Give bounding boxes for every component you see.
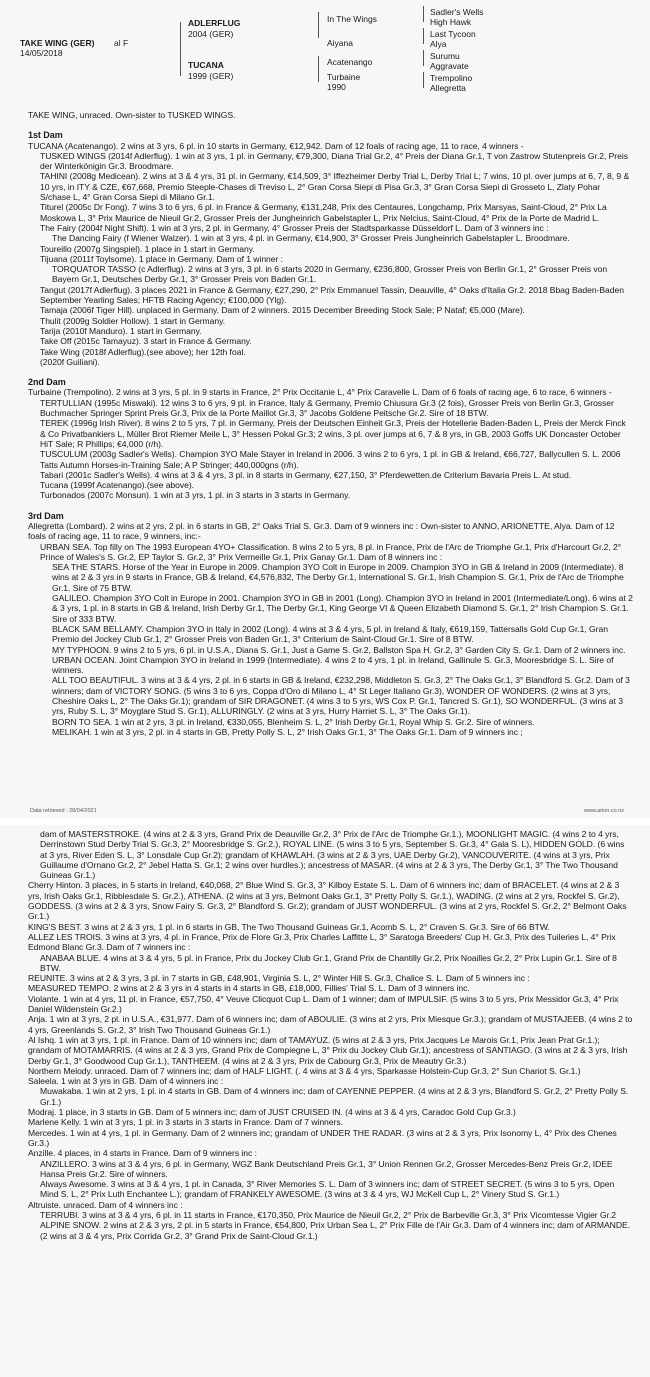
sire-sire-sire: Sadler's Wells xyxy=(430,7,484,17)
record-entry: ALLEZ LES TROIS. 3 wins at 3 yrs, 4 pl. in France, Prix de Flore Gr.3, Prix Charles Laffitte L, 3° Saratoga Breeders' Cup H. Gr.3, Prix des Tuileries L, 4° Prix Edmond Blanc Gr.3. Dam of 7 winners inc : xyxy=(28,931,616,953)
record-entry: Tarija (2010f Manduro). 1 start in Germany. xyxy=(40,325,202,336)
record-entry: Turbaine (Trempolino). 2 wins at 3 yrs, 5 pl. in 9 starts in France, 2° Prix Occitanie L, 4° Prix Caravelle L. Dam of 6 foals of racing age, 6 to race, 6 winners - xyxy=(28,387,612,398)
record-entry: Northern Melody. unraced. Dam of 7 winners inc; dam of HALF LIGHT. (. 4 wins at 3 & 4 yrs, Sparkasse Holstein-Cup Gr.3, 2° Sun Chariot S. Gr.1.) xyxy=(28,1065,581,1076)
record-entry: Mercedes. 1 win at 4 yrs, 1 pl. in Germany. Dam of 2 winners inc; grandam of UNDER THE RADAR. (3 wins at 2 & 3 yrs, Prix Isonomy L, 4° Prix des Chenes Gr.3.) xyxy=(28,1127,617,1148)
record-entry: Saleela. 1 win at 3 yrs in GB. Dam of 4 winners inc : xyxy=(28,1076,224,1087)
record-entry: Al Ishq. 1 win at 3 yrs, 1 pl. in France. Dam of 10 winners inc; dam of TAMAYUZ. (5 wins at 2 & 3 yrs, Prix Jacques Le Marois Gr.1, Prix Jean Prat Gr.1.); grandam of MOTAMARRIS. (4 wins at 2 & 3 yrs, Grand Prix de Compiegne L, 3° Prix du Jockey Club Gr.1); ancestress of SANTIAGO. (3 wins at 2 & 3 yrs, Irish Derby Gr.1, 3° Goodwood Cup Gr.1.), TANTHEEM. (4 wins at 2 & 3 yrs, Prix de Cabourg Gr.3, Prix de Meautry Gr.3.) xyxy=(28,1034,628,1066)
record-entry: (2020f Guiliani). xyxy=(40,356,100,367)
record-entry: Titurel (2005c Dr Fong). 7 wins 3 to 6 yrs, 6 pl. in France & Germany, €131,248, Prix des Centaures, Longchamp, Prix Marsyas, Saint-Cloud, 2° Prix La Moskowa L, 3° Prix Maurice de Nieuil Gr.2, Grosser Preis der Jungheinrich Gabelstapler L, Prix Nelcius, Saint-Cloud, 4° Prix de la Porte de Madrid L. xyxy=(40,202,607,223)
sire-dam-dam: Alya xyxy=(430,39,447,49)
horse-sex-color: al F xyxy=(114,38,129,48)
record-entry: TERTULLIAN (1995c Miswaki). 12 wins 3 to 6 yrs, 9 pl. in France, Italy & Germany, Premio Chiusura Gr.3 (2 fois), Grosser Preis von Berlin Gr.3, Grosser Buchmacher Springer Sprint Preis Gr.3, Prix de la Porte Maillot Gr.3, 3° Jacobs Goldene Peitsche Gr.2. Sire of 18 BTW. xyxy=(40,397,614,419)
record-entry: Tijuana (2011f Toylsome). 1 place in Germany. Dam of 1 winner : xyxy=(40,253,283,264)
intro-line: TAKE WING, unraced. Own-sister to TUSKED WINGS. xyxy=(28,110,236,120)
record-entry: Toureillo (2007g Singspiel). 1 place in 1 start in Germany. xyxy=(40,243,255,254)
record-entry: Modraj. 1 place, in 3 starts in GB. Dam of 5 winners inc; dam of JUST CRUISED IN. (4 wins at 3 & 4 yrs, Caradoc Gold Cup Gr.3.) xyxy=(28,1107,516,1118)
record-entry: TORQUATOR TASSO (c Adlerflug). 2 wins at 3 yrs, 3 pl. in 6 starts 2020 in Germany, €236,800, Grosser Preis von Berlin Gr.1, 2° Grosser Preis von Bayern Gr.1, Deutsches Derby Gr.1, 3° Grosser Preis von Baden Gr.1. xyxy=(52,264,608,285)
record-entry: TUSCULUM (2003g Sadler's Wells). Champion 3YO Male Stayer in Ireland in 2006. 3 wins 2 to 6 yrs, 1 pl. in GB & Ireland, €66,727, Ballycullen S. L. 2006 Tatts Autumn Horses-in-Training Sale; A P Stringer; 440,000gns (r/h). xyxy=(40,449,621,470)
dam-dam: Turbaine xyxy=(327,72,361,82)
record-entry: SEA THE STARS. Horse of the Year in Europe in 2009. Champion 3YO Colt in Europe in 2009. Champion 3YO in GB & Ireland in 2009 (Intermediate). 8 wins at 2 & 3 yrs in 9 starts in France, GB & Ireland, €4,576,832, The Derby Gr.1, International S. Gr.1, Irish Champion S. Gr.1, Prix de l'Arc de Triomphe Gr.1. Sire of 75 BTW. xyxy=(52,562,624,593)
dam-dam-sire: Trempolino xyxy=(430,73,473,83)
record-entry: ANZILLERO. 3 wins at 3 & 4 yrs, 6 pl. in Germany, WGZ Bank Deutschland Preis Gr.1, 3° Union Rennen Gr.2, Grosser Mercedes-Benz Preis Gr.2, IDEE Hansa Preis Gr.2. Sire of winners. xyxy=(40,1158,613,1179)
dam-sire-dam: Aggravate xyxy=(430,61,469,71)
record-entry: URBAN SEA. Top filly on The 1993 European 4YO+ Classification. 8 wins 2 to 5 yrs, 8 pl. in France, Prix de l'Arc de Triomphe Gr.1, Prix d'Harcourt Gr.2, 2° Prince of Wales's S. Gr.2, EP Taylor S. Gr.2, 3° Prix Vermeille Gr.1, Prix Ganay Gr.1. Dam of 8 winners inc : xyxy=(40,541,622,562)
record-entry: MEASURED TEMPO. 2 wins at 2 & 3 yrs in 4 starts in 4 starts in GB, £18,000, Fillies' Trial S. L. Dam of 3 winners inc. xyxy=(28,983,470,994)
record-entry: dam of MASTERSTROKE. (4 wins at 2 & 3 yrs, Grand Prix de Deauville Gr.2, 3° Prix de l'Arc de Triomphe Gr.1.), MOONLIGHT MAGIC. (4 wins 2 to 4 yrs, Derrinstown Stud Derby Trial S. Gr.3, 2° Mooresbridge S. Gr.2.), ROYAL LINE. (5 wins 3 to 5 yrs, September S. Gr.3, 4° Gala S. L), HIDDEN GOLD. (6 wins at 3 yrs, River Eden S. L, 3° Lonsdale Cup Gr.2); grandam of KHAWLAH. (3 wins at 2 & 3 yrs, UAE Derby Gr.2), VANCOUVERITE. (4 wins at 3 yrs, Prix Guillaume d'Ornano Gr.2, 2° Jebel Hatta S. Gr.1; 2 wins over hurdles.); ancestress of MASAR. (4 wins at 2 & 3 yrs, The Derby Gr.1, 3° The Two Thousand Guineas Gr.1.) xyxy=(40,829,625,881)
record-entry: Altruiste. unraced. Dam of 4 winners inc : xyxy=(28,1199,183,1210)
record-entry: ALL TOO BEAUTIFUL. 3 wins at 3 & 4 yrs, 2 pl. in 6 starts in GB & Ireland, €232,298, Middleton S. Gr.3, 2° The Oaks Gr.1, 3° Blandford S. Gr.2. Dam of 3 winners; dam of VICTORY SONG. (5 wins 3 to 6 yrs, Coppa d'Oro di Milano L, 4° St Leger Italiano Gr.3), WONDER OF WONDERS. (2 wins at 3 yrs, Cheshire Oaks L, 2° The Oaks Gr.1); grandam of SIR DRAGONET. (4 wins 3 to 5 yrs, WS Cox P. Gr.1, Tancred S. Gr.1), SO WONDERFUL. (3 wins at 3 yrs, Ruby S. L, 3° Moyglare Stud S. Gr.1), ALLURINGLY. (2 wins at 3 yrs, Hurry Harriet S. L, 3° The Oaks Gr.1). xyxy=(52,675,630,717)
data-retrieved: Data retrieved : 28/04/2021 xyxy=(30,808,97,814)
record-entry: Marlene Kelly. 1 win at 3 yrs, 1 pl. in 3 starts in 3 starts in France. Dam of 7 winners. xyxy=(28,1117,343,1128)
record-entry: Take Off (2015c Tamayuz). 3 start in France & Germany. xyxy=(40,336,252,347)
record-entry: TUSKED WINGS (2014f Adlerflug). 1 win at 3 yrs, 1 pl. in Germany, €79,300, Diana Trial Gr.2, 4° Preis der Diana Gr.1, T von Zastrow Stutenpreis Gr.2, Preis der Winterkönigin Gr.3. Broodmare. xyxy=(40,150,628,172)
record-entry: REUNITE. 3 wins at 2 & 3 yrs, 3 pl. in 7 starts in GB, £48,901, Virginia S. L, 2° Winter Hill S. Gr.3, Chalice S. L. Dam of 5 winners inc : xyxy=(28,973,530,984)
dam-dam-dam: Allegretta xyxy=(430,83,466,93)
record-entry: TAHINI (2008g Medicean). 2 wins at 3 & 4 yrs, 31 pl. in Germany, €14,509, 3° Iffezheimer Derby Trial L, Derby Trial L; 7 wins, 10 pl. over jumps at 6, 7, 8, 9 & 10 yrs, in ITY & CZE, €67,668, Premio Steeple-Chases di Treviso L, 2° Gran Corsa Siepi di Pisa Gr.3, 3° Gran Corsa Siepi di Grosseto L, Zlaty Pohar S/chase L, 4° Gran Corsa Siepi di Milano Gr.1. xyxy=(40,171,630,203)
record-entry: KING'S BEST. 3 wins at 2 & 3 yrs, 1 pl. in 6 starts in GB, The Two Thousand Guineas Gr.1, Acomb S. L, 2° Craven S. Gr.3. Sire of 66 BTW. xyxy=(28,921,550,932)
record-entry: Tamaja (2006f Tiger Hill). unplaced in Germany. Dam of 2 winners. 2015 December Breeding Stock Sale; P Nataf; €5,000 (Mare). xyxy=(40,305,525,316)
record-entry: BLACK SAM BELLAMY. Champion 3YO in Italy in 2002 (Long). 4 wins at 3 & 4 yrs, 5 pl. in Ireland & Italy, €619,159, Tattersalls Gold Cup Gr.1, Gran Premio del Jockey Club Gr.1, 2° Grosser Preis von Baden Gr.1, 3° Criterium de Saint-Cloud Gr.1. Sire of 8 BTW. xyxy=(52,623,608,645)
section-heading: 1st Dam xyxy=(28,130,63,141)
bracket-line xyxy=(423,50,428,66)
bracket-line xyxy=(180,22,183,76)
produce-record-continued xyxy=(28,829,633,1241)
section-heading: 3rd Dam xyxy=(28,510,64,521)
record-entry: Cherry Hinton. 3 places, in 5 starts in Ireland, €40,068, 2° Blue Wind S. Gr.3, 3° Kilboy Estate S. L. Dam of 6 winners inc; dam of BRACELET. (4 wins at 2 & 3 yrs, Irish Oaks Gr.1, Ribblesdale S. Gr.2.), ATHENA. (2 wins at 3 yrs, Belmont Oaks Gr.1, 3° Pretty Polly S. Gr.1.), WADING. (2 wins at 2 yrs, Rockfel S. Gr.2), GODDESS. (3 wins at 2 & 3 yrs, Snow Fairy S. Gr.3, 2° Blandford S. Gr.2); grandam of JUST WONDERFUL. (3 wins at 2 yrs, Rockfel S. Gr.2, 2° Belmont Oaks Gr.1.) xyxy=(28,880,627,922)
record-entry: MY TYPHOON. 9 wins 2 to 5 yrs, 6 pl. in U.S.A., Diana S. Gr.1, Just a Game S. Gr.2, Ballston Spa H. Gr.2, 3° Garden City S. Gr.1. Dam of 2 winners inc. xyxy=(52,644,626,655)
record-entry: Muwakaba. 1 win at 2 yrs, 1 pl. in 4 starts in GB. Dam of 4 winners inc; dam of CAYENNE PEPPER. (4 wins at 2 & 3 yrs, Blandford S. Gr.2, 2° Pretty Polly S. Gr.1.) xyxy=(40,1086,629,1107)
bracket-line xyxy=(423,72,428,88)
bracket-line xyxy=(318,12,323,38)
section-heading: 2nd Dam xyxy=(28,377,66,388)
sire-dam: Aiyana xyxy=(327,38,353,48)
horse-name: TAKE WING (GER) xyxy=(20,38,95,48)
record-entry: The Dancing Fairy (f Wiener Walzer). 1 win at 3 yrs, 4 pl. in Germany, €14,900, 3° Grosser Preis Jungheinrich Gabelstapler L. Broodmare. xyxy=(52,233,570,244)
produce-record xyxy=(28,110,633,737)
record-entry: MELIKAH. 1 win at 3 yrs, 2 pl. in 4 starts in GB, Pretty Polly S. L, 2° Irish Oaks Gr.1, 3° The Oaks Gr.1. Dam of 9 winners inc ; xyxy=(52,726,523,737)
record-entry: Anja. 1 win at 3 yrs, 2 pl. in U.S.A., €31,977. Dam of 6 winners inc; dam of ABOULIE. (3 wins at 2 yrs, Prix Miesque Gr.3.); grandam of MUSTAJEEB. (4 wins 2 to 4 yrs, Greenlands S. Gr.2, 3° Irish Two Thousand Guineas Gr.1.) xyxy=(28,1014,633,1035)
pedigree-table xyxy=(0,0,650,100)
record-entry: ANABAA BLUE. 4 wins at 3 & 4 yrs, 5 pl. in France, Prix du Jockey Club Gr.1, Grand Prix de Chantilly Gr.2, Prix Noailles Gr.2, 2° Prix Lupin Gr.1. Sire of 8 BTW. xyxy=(40,952,617,973)
record-entry: Tangut (2017f Adlerflug). 3 places 2021 in France & Germany, €27,290, 2° Prix Emmanuel Tassin, Deauville, 4° Oaks d'Italia Gr.2. 2018 Bbag Baden-Baden September Yearling Sales; HFTB Racing Agency; €100,000 (Ylg). xyxy=(40,284,624,306)
bracket-line xyxy=(423,6,428,22)
record-entry: Allegretta (Lombard). 2 wins at 2 yrs, 2 pl. in 6 starts in GB, 2° Oaks Trial S. Gr.3. Dam of 9 winners inc : Own-sister to ANNO, ARIONETTE, Alya. Dam of 12 foals of racing age, 11 to race, 9 winners, inc:- xyxy=(28,520,615,542)
record-entry: GALILEO. Champion 3YO Colt in Europe in 2001. Champion 3YO in GB in 2001 (Long). Champion 3YO in Ireland in 2001 (Intermediate/Long). 6 wins at 2 & 3 yrs, 1 pl. in 8 starts in GB & Ireland, Irish Derby Gr.1, The Derby Gr.1, King George VI & Queen Elizabeth Diamond S. Gr.1, 2° Irish Champion S. Gr.1. Sire of 333 BTW. xyxy=(52,593,633,624)
source-site: www.arion.co.nz xyxy=(584,808,625,814)
page-divider xyxy=(0,818,650,825)
sire-sire: In The Wings xyxy=(327,14,377,24)
record-entry: Anzille. 4 places, in 4 starts in France. Dam of 9 winners inc : xyxy=(28,1148,257,1159)
record-entry: BORN TO SEA. 1 win at 2 yrs, 3 pl. in Ireland, €330,055, Blenheim S. L, 2° Irish Derby Gr.1, Royal Whip S. Gr.2. Sire of winners. xyxy=(52,716,535,727)
dam-name: TUCANA xyxy=(188,60,224,70)
record-entry: TERRUBI. 3 wins at 3 & 4 yrs, 6 pl. in 11 starts in France, €170,350, Prix Maurice de Nieuil Gr.2, 2° Prix de Barbeville Gr.3, 3° Prix Vicomtesse Vigier Gr.2 xyxy=(40,1209,617,1220)
record-entry: Tabari (2001c Sadler's Wells). 4 wins at 3 & 4 yrs, 3 pl. in 8 starts in Germany, €27,150, 3° Pferdewetten.de Criterium Bavaria Preis L. At stud. xyxy=(40,469,572,480)
record-entry: Turbonados (2007c Monsun). 1 win at 3 yrs, 1 pl. in 3 starts in 3 starts in Germany. xyxy=(40,490,351,501)
bracket-line xyxy=(318,56,323,82)
bracket-line xyxy=(423,28,428,44)
record-entry: Thulit (2009g Soldier Hollow). 1 start in Germany. xyxy=(40,315,226,326)
dam-sire-sire: Surumu xyxy=(430,51,460,61)
catalogue-page-2 xyxy=(0,825,650,1377)
record-entry: The Fairy (2004f Night Shift). 1 win at 3 yrs, 2 pl. in Germany, 4° Grosser Preis der Stadtsparkasse Düsseldorf L. Dam of 3 winners inc : xyxy=(40,222,549,233)
sire-info: 2004 (GER) xyxy=(188,29,234,39)
record-entry: TEREK (1996g Irish River). 8 wins 2 to 5 yrs, 7 pl. in Germany, Preis der Deutschen Einheit Gr.3, Preis der Hotellerie Baden-Baden L, Preis der Merck Finck & Co Privatbankiers L, Müller Brot Riemer Meile L, 3° Hessen Pokal Gr.3; 2 wins, 3 pl. over jumps at 6, 7 & 8 yrs, in GB, 2003 Goffs UK Doncaster October HiT Sale; R Phillips; €4,000 (r/h). xyxy=(40,418,626,449)
sire-dam-sire: Last Tycoon xyxy=(430,29,476,39)
record-entry: ALPINE SNOW. 2 wins at 2 & 3 yrs, 2 pl. in 5 starts in France, €54,800, Prix Urban Sea L, 2° Prix Fille de l'Air Gr.3. Dam of 4 winners inc; dam of ARMANDE. (2 wins at 3 & 4 yrs, Prix Corrida Gr.2, 3° Grand Prix de Saint-Cloud Gr.1.) xyxy=(40,1220,630,1241)
record-entry: Always Awesome. 3 wins at 3 & 4 yrs, 1 pl. in Canada, 3° River Memories S. L. Dam of 3 winners inc; dam of STREET SECRET. (5 wins 3 to 5 yrs, Open Mind S. L, 2° Prix Luth Enchantee L.); grandam of FRANKELY AWESOME. (3 wins at 3 & 4 yrs, WJ McKell Cup L, 2° Vinery Stud S. Gr.1.) xyxy=(40,1179,615,1200)
dam-info: 1999 (GER) xyxy=(188,71,234,81)
foaling-date: 14/05/2018 xyxy=(20,48,63,58)
dam-sire: Acatenango xyxy=(327,57,373,67)
sire-name: ADLERFLUG xyxy=(188,18,241,28)
record-entry: Tucana (1999f Acatenango).(see above). xyxy=(40,480,195,491)
dam-dam-info: 1990 xyxy=(327,82,346,92)
record-entry: TUCANA (Acatenango). 2 wins at 3 yrs, 6 pl. in 10 starts in Germany, €12,942. Dam of 12 foals of racing age, 11 to race, 4 winners - xyxy=(28,140,524,151)
record-entry: Violante. 1 win at 4 yrs, 11 pl. in France, €57,750, 4° Veuve Clicquot Cup L. Dam of 1 winner; dam of IMPULSIF. (5 wins 3 to 5 yrs, Prix Messidor Gr.3, 4° Prix Daniel Wildenstein Gr.2.) xyxy=(28,993,619,1015)
record-entry: Take Wing (2018f Adlerflug).(see above); her 12th foal. xyxy=(40,346,246,357)
sire-sire-dam: High Hawk xyxy=(430,17,472,27)
record-entry: URBAN OCEAN. Joint Champion 3YO in Ireland in 1999 (Intermediate). 4 wins 2 to 4 yrs, 1 pl. in Ireland, Gallinule S. Gr.3, Mooresbridge S. L. Sire of winners. xyxy=(52,654,614,676)
